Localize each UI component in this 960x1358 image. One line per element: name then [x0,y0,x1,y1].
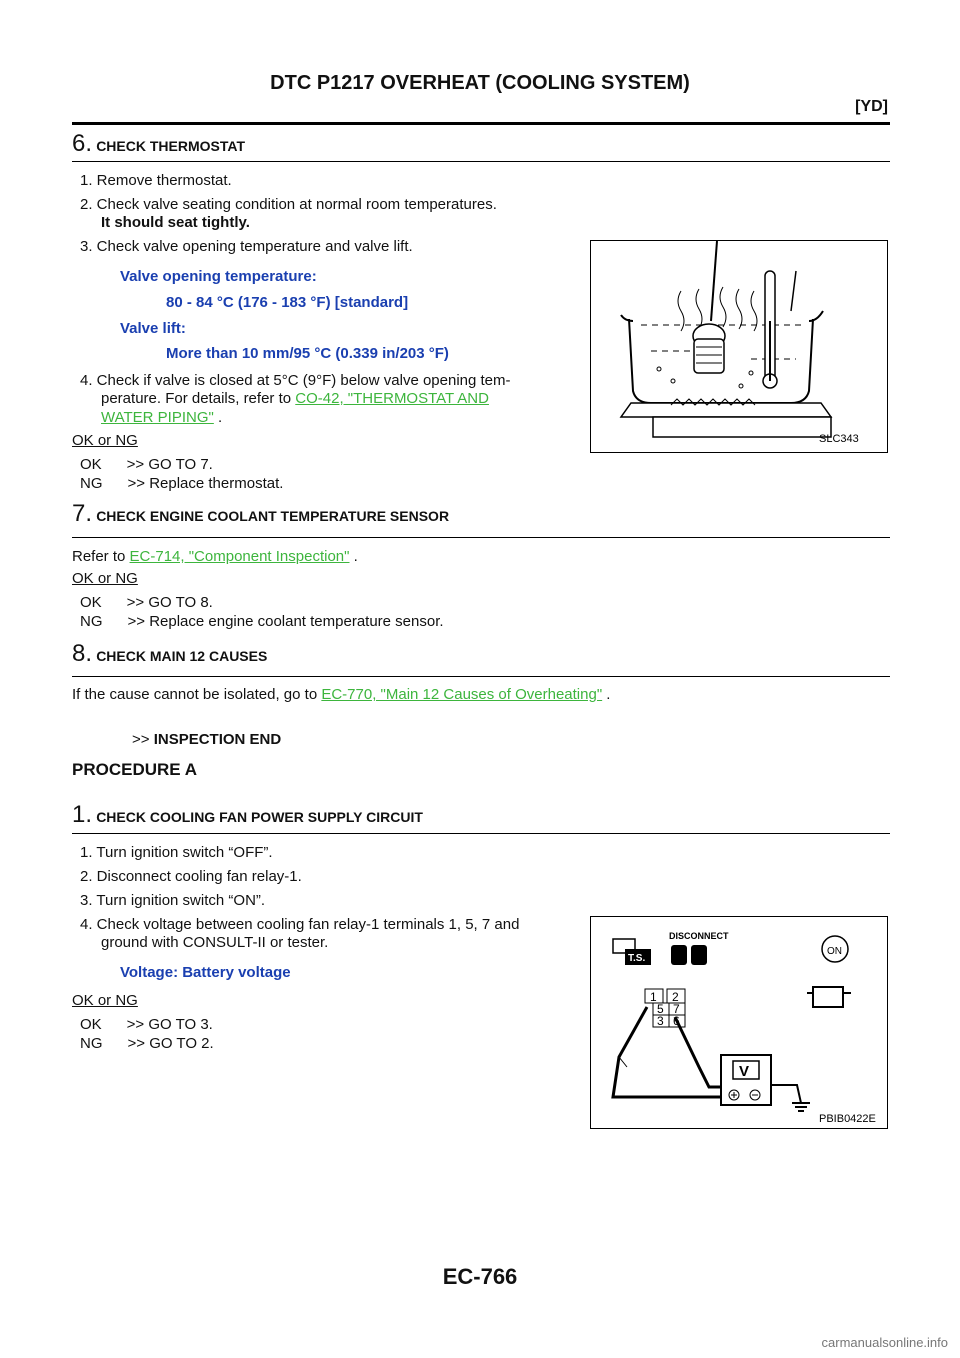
disconnect-text: DISCONNECT [669,931,729,941]
ok-ng-label: OK or NG [72,432,138,449]
page-title: DTC P1217 OVERHEAT (COOLING SYSTEM) [270,72,690,94]
step-a1-heading [72,801,423,829]
text: Refer to [72,548,130,565]
arrow: >> [132,731,150,748]
ng-result: NG >> Replace thermostat. [80,475,284,492]
step-6-line-3: 3. Check valve opening temperature and valve lift. [80,238,413,255]
step-6-heading [72,130,245,158]
step-number: 7. [72,500,93,527]
engine-icon [807,987,851,1007]
step-6-line-2: 2. Check valve seating condition at normal room temperatures. [80,196,497,213]
terminal-1: 1 [650,990,657,1004]
divider [72,161,890,162]
spec-label: Valve opening temperature: [120,268,317,285]
spec-label: Valve lift: [120,320,186,337]
text: If the cause cannot be isolated, go to [72,686,322,703]
ok-ng-label: OK or NG [72,570,138,587]
terminal-6: 6 [673,1014,680,1028]
ts-text: T.S. [628,953,646,964]
terminal-5: 5 [657,1002,664,1016]
step-a1-line-3: 3. Turn ignition switch “ON”. [80,892,266,909]
thermostat-pot-illustration [591,241,887,452]
step-6-line-4c [101,409,222,426]
ng-result: NG >> GO TO 2. [80,1035,214,1052]
inspection-end [132,731,281,748]
end-label: INSPECTION END [153,731,282,748]
step-title: CHECK ENGINE COOLANT TEMPERATURE SENSOR [96,508,450,524]
step-7-reference [72,548,358,565]
ok-result: OK >> GO TO 7. [80,456,213,473]
step-number: 6. [72,130,93,157]
connector-icon [671,945,687,965]
reference-link[interactable]: WATER PIPING" [101,409,214,426]
procedure-title: PROCEDURE A [72,760,197,779]
watermark: carmanualsonline.info [821,1335,948,1350]
terminal-7: 7 [673,1002,680,1016]
relay-voltage-illustration [591,917,887,1128]
reference-link[interactable]: EC-714, "Component Inspection" [129,548,350,565]
step-6-line-1: 1. Remove thermostat. [80,172,232,189]
text: . [349,548,358,565]
step-number: 1. [72,801,93,828]
ok-result: OK >> GO TO 3. [80,1016,213,1033]
step-a1-line-1: 1. Turn ignition switch “OFF”. [80,844,273,861]
step-number: 8. [72,640,93,667]
step-title: CHECK MAIN 12 CAUSES [96,648,268,664]
step-7-heading [72,500,449,528]
step-8-heading [72,640,267,668]
voltmeter-text: V [739,1063,750,1080]
text: . [213,409,223,426]
spec-value: 80 - 84 °C (176 - 183 °F) [standard] [166,294,409,311]
step-6-line-4a: 4. Check if valve is closed at 5°C (9°F) below valve opening tem- [80,372,511,389]
step-title: CHECK COOLING FAN POWER SUPPLY CIRCUIT [96,809,423,825]
voltage-check-figure [590,916,888,1129]
divider [72,833,890,834]
page-number: EC-766 [442,1264,518,1289]
ng-result: NG >> Replace engine coolant temperature sensor. [80,613,444,630]
engine-code: [YD] [855,98,888,115]
figure-label: SLC343 [819,433,859,445]
reference-link[interactable]: EC-770, "Main 12 Causes of Overheating" [321,686,603,703]
step-a1-line-4a: 4. Check voltage between cooling fan relay-1 terminals 1, 5, 7 and [80,916,520,933]
on-text: ON [827,946,842,957]
ok-ng-label: OK or NG [72,992,138,1009]
spec-value: More than 10 mm/95 °C (0.339 in/203 °F) [166,345,449,362]
text: perature. For details, refer to [101,390,296,407]
header-rule [72,122,890,125]
figure-label: PBIB0422E [819,1113,876,1125]
step-a1-line-2: 2. Disconnect cooling fan relay-1. [80,868,302,885]
thermostat-test-figure [590,240,888,453]
divider [72,676,890,677]
step-a1-line-4b: ground with CONSULT-II or tester. [101,934,329,951]
reference-link[interactable]: CO-42, "THERMOSTAT AND [295,390,489,407]
ok-result: OK >> GO TO 8. [80,594,213,611]
text: . [602,686,611,703]
spec-value: Voltage: Battery voltage [120,964,291,981]
step-6-line-2b: It should seat tightly. [101,214,250,231]
terminal-3: 3 [657,1014,664,1028]
divider [72,537,890,538]
step-6-line-4b [101,390,489,407]
step-title: CHECK THERMOSTAT [96,138,245,154]
step-8-text [72,686,610,703]
terminal-2: 2 [672,990,679,1004]
